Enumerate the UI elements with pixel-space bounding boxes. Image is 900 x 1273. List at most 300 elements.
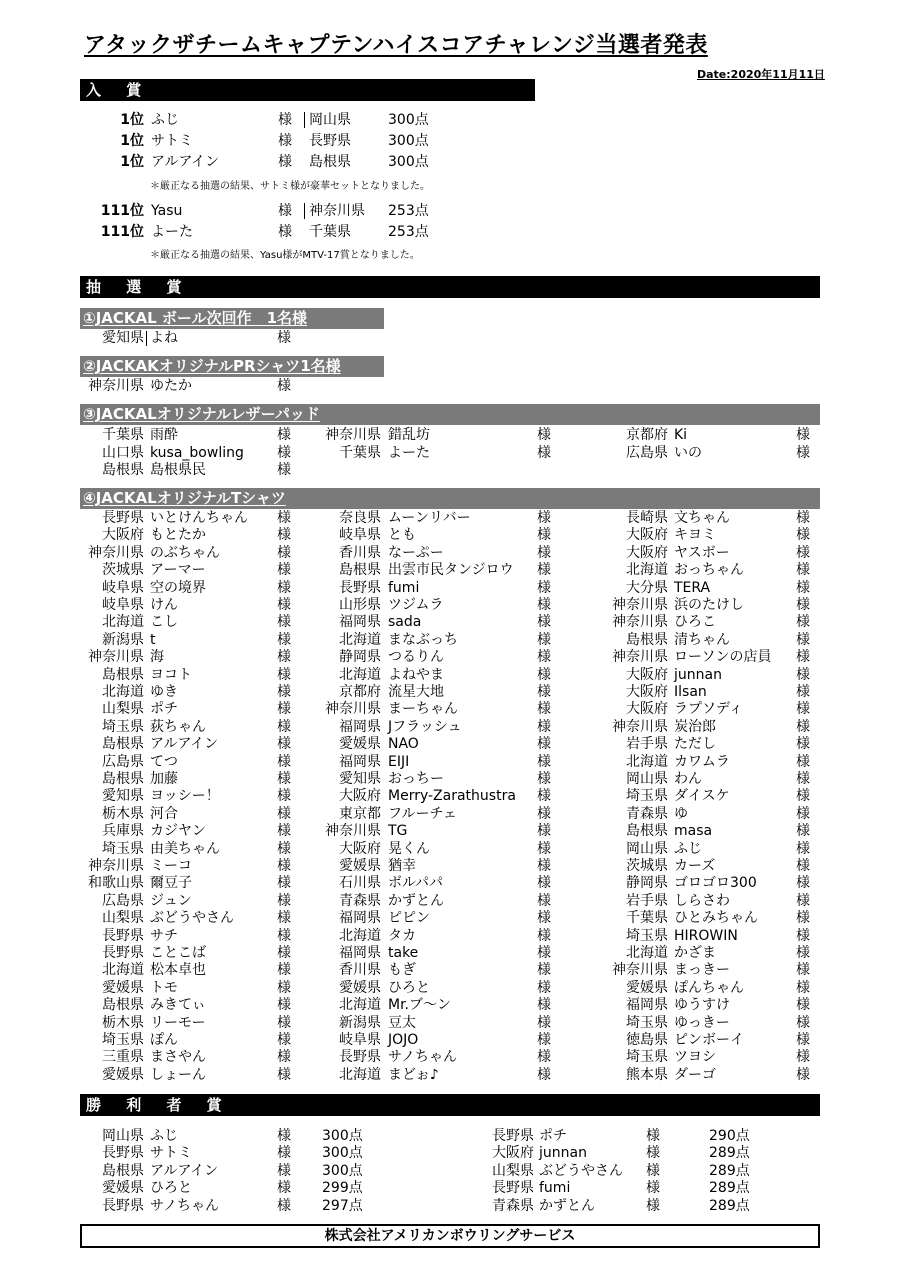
winner-name: 浜のたけし bbox=[674, 597, 744, 613]
winner-honorific: 様 bbox=[537, 684, 551, 700]
winner-honorific: 様 bbox=[277, 631, 291, 648]
winner-honorific: 様 bbox=[537, 823, 551, 840]
winner-name: ふじ bbox=[151, 112, 179, 128]
winner-name: 文ちゃん bbox=[674, 510, 730, 526]
rank-label: 1位 bbox=[120, 154, 144, 170]
winner-honorific: 様 bbox=[277, 805, 291, 822]
winner-honorific: 様 bbox=[277, 840, 291, 857]
winner-pref: 東京都 bbox=[339, 805, 381, 822]
winner-name: ピンボーイ bbox=[674, 1032, 744, 1048]
winner-honorific: 様 bbox=[537, 527, 551, 544]
winner-honorific: 様 bbox=[537, 753, 551, 770]
winner-name: ヨッシー！ bbox=[150, 788, 220, 805]
winner-name: トモ bbox=[150, 979, 178, 996]
winner-honorific: 様 bbox=[277, 614, 291, 631]
winner-pref: 埼玉県 bbox=[102, 1032, 144, 1048]
winner-pref: 島根県 bbox=[102, 462, 144, 479]
winner-honorific: 様 bbox=[796, 771, 810, 787]
winner-pref: 長野県 bbox=[309, 133, 351, 149]
winner-name: 加藤 bbox=[150, 771, 178, 787]
nyusho-note-1: ＊厳正なる抽選の結果、サトミ様が豪華セットとなりました。 bbox=[150, 181, 430, 192]
divider bbox=[146, 331, 147, 346]
winner-name: ぽん bbox=[150, 1032, 178, 1048]
winner-pref: 香川県 bbox=[339, 544, 381, 561]
winner-honorific: 様 bbox=[277, 753, 291, 770]
winner-pref: 神奈川県 bbox=[612, 597, 668, 613]
winner-pref: 長野県 bbox=[339, 1049, 381, 1066]
winner-honorific: 様 bbox=[537, 788, 551, 805]
winner-name: フルーチェ bbox=[388, 805, 458, 822]
winner-pref: 福岡県 bbox=[339, 753, 381, 770]
winner-name: ゴロゴロ300 bbox=[674, 875, 757, 892]
winner-score: 289点 bbox=[709, 1197, 750, 1214]
winner-name: サノちゃん bbox=[150, 1197, 220, 1214]
winner-pref: 福岡県 bbox=[626, 997, 668, 1014]
winner-name: てつ bbox=[150, 753, 178, 770]
winner-honorific: 様 bbox=[796, 597, 810, 613]
section-header-nyusho: 入 賞 bbox=[80, 79, 535, 101]
winner-name: ジュン bbox=[150, 892, 192, 909]
winner-pref: 山口県 bbox=[102, 444, 144, 461]
winner-score: 290点 bbox=[709, 1128, 750, 1144]
winner-name: HIROWIN bbox=[674, 927, 738, 944]
winner-pref: 福岡県 bbox=[339, 945, 381, 961]
winner-honorific: 様 bbox=[537, 631, 551, 648]
winner-honorific: 様 bbox=[277, 597, 291, 613]
company-footer: 株式会社アメリカンボウリングサービス bbox=[80, 1224, 820, 1248]
winner-name: 由美ちゃん bbox=[150, 840, 220, 857]
winner-name: 雨酔 bbox=[150, 427, 178, 443]
winner-honorific: 様 bbox=[796, 910, 810, 927]
winner-pref: 北海道 bbox=[339, 997, 381, 1014]
winner-name: 松本卓也 bbox=[150, 962, 206, 979]
winner-pref: 神奈川県 bbox=[612, 649, 668, 666]
winner-name: ゆき bbox=[150, 684, 178, 700]
winner-pref: 島根県 bbox=[626, 823, 668, 840]
divider bbox=[304, 112, 305, 128]
winner-pref: 埼玉県 bbox=[102, 840, 144, 857]
winner-pref: 熊本県 bbox=[626, 1066, 668, 1083]
winner-honorific: 様 bbox=[277, 979, 291, 996]
winner-name: サトミ bbox=[151, 133, 193, 149]
winner-honorific: 様 bbox=[537, 579, 551, 596]
winner-honorific: 様 bbox=[277, 666, 291, 683]
winner-honorific: 様 bbox=[796, 510, 810, 526]
winner-honorific: 様 bbox=[277, 330, 291, 346]
winner-name: とも bbox=[388, 527, 416, 544]
winner-honorific: 様 bbox=[796, 579, 810, 596]
winner-pref: 青森県 bbox=[339, 892, 381, 909]
winner-name: ことこば bbox=[150, 945, 206, 961]
winner-honorific: 様 bbox=[796, 544, 810, 561]
winner-name: まなぶっち bbox=[388, 631, 458, 648]
winner-honorific: 様 bbox=[277, 444, 291, 461]
winner-pref: 千葉県 bbox=[102, 427, 144, 443]
winner-honorific: 様 bbox=[796, 1066, 810, 1083]
winner-honorific: 様 bbox=[796, 1032, 810, 1048]
winner-name: ひろこ bbox=[674, 614, 716, 631]
winner-honorific: 様 bbox=[537, 805, 551, 822]
winner-name: ポチ bbox=[539, 1128, 567, 1144]
winner-name: TERA bbox=[674, 579, 711, 596]
winner-name: まどぉ♪ bbox=[388, 1066, 439, 1083]
winner-honorific: 様 bbox=[277, 858, 291, 874]
winner-name: ゆ bbox=[674, 805, 688, 822]
winner-honorific: 様 bbox=[796, 666, 810, 683]
winner-pref: 広島県 bbox=[626, 444, 668, 461]
winner-pref: 愛媛県 bbox=[339, 979, 381, 996]
winner-name: TG bbox=[388, 823, 408, 840]
winner-honorific: 様 bbox=[796, 649, 810, 666]
winner-honorific: 様 bbox=[796, 444, 810, 461]
winner-honorific: 様 bbox=[277, 701, 291, 718]
winner-honorific: 様 bbox=[277, 649, 291, 666]
winner-name: アルアイン bbox=[150, 736, 219, 753]
winner-name: ぽんちゃん bbox=[674, 979, 744, 996]
winner-pref: 埼玉県 bbox=[102, 718, 144, 735]
winner-name: かざま bbox=[674, 945, 716, 961]
winner-pref: 神奈川県 bbox=[88, 858, 144, 874]
winner-pref: 北海道 bbox=[102, 962, 144, 979]
winner-score: 253点 bbox=[388, 224, 429, 240]
winner-name: わん bbox=[674, 771, 702, 787]
winner-honorific: 様 bbox=[537, 927, 551, 944]
winner-honorific: 様 bbox=[796, 979, 810, 996]
winner-pref: 神奈川県 bbox=[325, 823, 381, 840]
winner-pref: 島根県 bbox=[309, 154, 351, 170]
winner-name: Ki bbox=[674, 427, 688, 443]
winner-honorific: 様 bbox=[277, 544, 291, 561]
winner-honorific: 様 bbox=[796, 927, 810, 944]
winner-pref: 愛媛県 bbox=[102, 1066, 144, 1083]
winner-pref: 香川県 bbox=[339, 962, 381, 979]
winner-honorific: 様 bbox=[796, 1014, 810, 1031]
winner-honorific: 様 bbox=[537, 858, 551, 874]
winner-honorific: 様 bbox=[277, 771, 291, 787]
rank-label: 1位 bbox=[120, 112, 144, 128]
winner-pref: 千葉県 bbox=[309, 224, 351, 240]
winner-honorific: 様 bbox=[277, 1145, 291, 1162]
winner-pref: 長野県 bbox=[102, 927, 144, 944]
winner-name: ただし bbox=[674, 736, 716, 753]
winner-name: 晃くん bbox=[388, 840, 430, 857]
winner-name: ひとみちゃん bbox=[674, 910, 758, 927]
winner-pref: 福岡県 bbox=[339, 910, 381, 927]
winner-pref: 長野県 bbox=[102, 510, 144, 526]
winner-pref: 岡山県 bbox=[102, 1128, 144, 1144]
winner-pref: 京都府 bbox=[626, 427, 668, 443]
winner-honorific: 様 bbox=[796, 823, 810, 840]
winner-pref: 愛媛県 bbox=[339, 736, 381, 753]
winner-honorific: 様 bbox=[796, 614, 810, 631]
winner-honorific: 様 bbox=[277, 1128, 291, 1144]
winner-name: t bbox=[150, 631, 156, 648]
winner-honorific: 様 bbox=[277, 1066, 291, 1083]
winner-name: 海 bbox=[150, 649, 164, 666]
winner-pref: 大阪府 bbox=[339, 840, 381, 857]
winner-name: つるりん bbox=[388, 649, 444, 666]
winner-pref: 石川県 bbox=[339, 875, 381, 892]
winner-honorific: 様 bbox=[796, 945, 810, 961]
winner-name: カジヤン bbox=[150, 823, 206, 840]
winner-score: 289点 bbox=[709, 1162, 750, 1179]
winner-pref: 山梨県 bbox=[102, 701, 144, 718]
winner-honorific: 様 bbox=[537, 962, 551, 979]
winner-name: Yasu bbox=[151, 203, 183, 219]
winner-name: 出雲市民タンジロウ bbox=[388, 562, 514, 579]
winner-name: まーちゃん bbox=[388, 701, 458, 718]
winner-honorific: 様 bbox=[277, 945, 291, 961]
winner-pref: 大阪府 bbox=[492, 1145, 534, 1162]
winner-pref: 埼玉県 bbox=[626, 927, 668, 944]
winner-score: 299点 bbox=[322, 1180, 363, 1197]
winner-name: ぶどうやさん bbox=[150, 910, 234, 927]
winner-name: ゆっきー bbox=[674, 1014, 730, 1031]
winner-name: もとたか bbox=[150, 527, 206, 544]
winner-name: junnan bbox=[674, 666, 722, 683]
winner-name: kusa_bowling bbox=[150, 444, 244, 461]
winner-name: まっきー bbox=[674, 962, 730, 979]
winner-name: ボルパパ bbox=[388, 875, 444, 892]
winner-name: EIJI bbox=[388, 753, 410, 770]
winner-name: ダーゴ bbox=[674, 1066, 716, 1083]
rank-label: 1位 bbox=[120, 133, 144, 149]
prize4-header: ④JACKALオリジナルTシャツ bbox=[80, 488, 820, 509]
winner-name: fumi bbox=[539, 1180, 571, 1197]
winner-pref: 神奈川県 bbox=[88, 378, 144, 394]
winner-honorific: 様 bbox=[537, 910, 551, 927]
winner-name: カワムラ bbox=[674, 753, 730, 770]
winner-pref: 愛媛県 bbox=[102, 1180, 144, 1197]
winner-pref: 愛媛県 bbox=[102, 979, 144, 996]
winner-pref: 福岡県 bbox=[339, 718, 381, 735]
winner-pref: 広島県 bbox=[102, 753, 144, 770]
winner-honorific: 様 bbox=[796, 962, 810, 979]
winner-pref: 大阪府 bbox=[626, 701, 668, 718]
winner-pref: 神奈川県 bbox=[612, 962, 668, 979]
winner-honorific: 様 bbox=[537, 614, 551, 631]
section-header-shori: 勝 利 者 賞 bbox=[80, 1094, 820, 1116]
winner-pref: 青森県 bbox=[626, 805, 668, 822]
winner-pref: 福岡県 bbox=[339, 614, 381, 631]
winner-honorific: 様 bbox=[537, 736, 551, 753]
winner-pref: 新潟県 bbox=[102, 631, 144, 648]
nyusho-note-2: ＊厳正なる抽選の結果、Yasu様がMTV-17賞となりました。 bbox=[150, 250, 420, 261]
winner-honorific: 様 bbox=[796, 788, 810, 805]
winner-name: ぶどうやさん bbox=[539, 1162, 623, 1179]
winner-name: なーぷー bbox=[388, 544, 444, 561]
winner-name: サノちゃん bbox=[388, 1049, 458, 1066]
rank-label: 111位 bbox=[100, 203, 144, 219]
winner-honorific: 様 bbox=[537, 1049, 551, 1066]
winner-pref: 北海道 bbox=[626, 562, 668, 579]
winner-name: ひろと bbox=[388, 979, 430, 996]
winner-name: みきてぃ bbox=[150, 997, 206, 1014]
winner-honorific: 様 bbox=[796, 562, 810, 579]
winner-honorific: 様 bbox=[277, 1049, 291, 1066]
winner-name: 島根県民 bbox=[150, 462, 206, 479]
winner-name: よーた bbox=[388, 444, 430, 461]
winner-honorific: 様 bbox=[537, 1066, 551, 1083]
winner-name: 清ちゃん bbox=[674, 631, 730, 648]
winner-honorific: 様 bbox=[537, 840, 551, 857]
winner-pref: 三重県 bbox=[102, 1049, 144, 1066]
winner-pref: 島根県 bbox=[626, 631, 668, 648]
winner-honorific: 様 bbox=[646, 1162, 660, 1179]
winner-pref: 長野県 bbox=[492, 1128, 534, 1144]
rank-label: 111位 bbox=[100, 224, 144, 240]
winner-honorific: 様 bbox=[537, 666, 551, 683]
winner-name: 炭治郎 bbox=[674, 718, 716, 735]
winner-pref: 神奈川県 bbox=[88, 649, 144, 666]
winner-pref: 神奈川県 bbox=[612, 718, 668, 735]
winner-name: カーズ bbox=[674, 858, 716, 874]
winner-name: ダイスケ bbox=[674, 788, 730, 805]
winner-pref: 北海道 bbox=[626, 945, 668, 961]
winner-pref: 新潟県 bbox=[339, 1014, 381, 1031]
winner-honorific: 様 bbox=[278, 224, 292, 240]
winner-name: 荻ちゃん bbox=[150, 718, 206, 735]
winner-honorific: 様 bbox=[537, 562, 551, 579]
winner-honorific: 様 bbox=[646, 1197, 660, 1214]
winner-honorific: 様 bbox=[796, 875, 810, 892]
winner-honorific: 様 bbox=[537, 1032, 551, 1048]
winner-pref: 北海道 bbox=[339, 927, 381, 944]
winner-pref: 静岡県 bbox=[626, 875, 668, 892]
winner-pref: 千葉県 bbox=[626, 910, 668, 927]
winner-name: JOJO bbox=[388, 1032, 419, 1048]
winner-name: おっちゃん bbox=[674, 562, 744, 579]
winner-pref: 島根県 bbox=[102, 736, 144, 753]
winner-honorific: 様 bbox=[537, 544, 551, 561]
winner-honorific: 様 bbox=[796, 427, 810, 443]
winner-name: かずとん bbox=[539, 1197, 595, 1214]
winner-score: 300点 bbox=[388, 112, 429, 128]
winner-pref: 島根県 bbox=[102, 1162, 144, 1179]
winner-pref: 岐阜県 bbox=[102, 597, 144, 613]
winner-pref: 北海道 bbox=[339, 1066, 381, 1083]
winner-pref: 北海道 bbox=[102, 684, 144, 700]
winner-name: よーた bbox=[151, 224, 193, 240]
winner-honorific: 様 bbox=[277, 1180, 291, 1197]
winner-pref: 愛知県 bbox=[102, 330, 144, 346]
winner-pref: 青森県 bbox=[492, 1197, 534, 1214]
winner-honorific: 様 bbox=[277, 1014, 291, 1031]
winner-name: NAO bbox=[388, 736, 419, 753]
winner-pref: 山梨県 bbox=[102, 910, 144, 927]
winner-name: しょーん bbox=[150, 1066, 206, 1083]
winner-honorific: 様 bbox=[278, 203, 292, 219]
winner-name: 猶幸 bbox=[388, 858, 416, 874]
winner-pref: 栃木県 bbox=[102, 1014, 144, 1031]
winner-pref: 神奈川県 bbox=[88, 544, 144, 561]
winner-pref: 長崎県 bbox=[626, 510, 668, 526]
winner-pref: 大阪府 bbox=[626, 684, 668, 700]
winner-pref: 岐阜県 bbox=[339, 527, 381, 544]
winner-name: 豆太 bbox=[388, 1014, 416, 1031]
winner-name: 爾豆子 bbox=[150, 875, 192, 892]
winner-honorific: 様 bbox=[277, 1032, 291, 1048]
winner-name: 河合 bbox=[150, 805, 178, 822]
winner-honorific: 様 bbox=[277, 875, 291, 892]
winner-pref: 埼玉県 bbox=[626, 1049, 668, 1066]
winner-pref: 愛知県 bbox=[102, 788, 144, 805]
winner-pref: 山梨県 bbox=[492, 1162, 534, 1179]
winner-honorific: 様 bbox=[796, 1049, 810, 1066]
winner-honorific: 様 bbox=[277, 427, 291, 443]
winner-honorific: 様 bbox=[278, 154, 292, 170]
winner-name: ツジムラ bbox=[388, 597, 444, 613]
section-header-chusen: 抽 選 賞 bbox=[80, 276, 820, 298]
winner-name: ふじ bbox=[150, 1128, 178, 1144]
winner-pref: 島根県 bbox=[102, 997, 144, 1014]
winner-pref: 大阪府 bbox=[339, 788, 381, 805]
winner-name: かずとん bbox=[388, 892, 444, 909]
winner-score: 253点 bbox=[388, 203, 429, 219]
winner-honorific: 様 bbox=[537, 718, 551, 735]
winner-name: ふじ bbox=[674, 840, 702, 857]
winner-pref: 北海道 bbox=[339, 631, 381, 648]
winner-honorific: 様 bbox=[277, 378, 291, 394]
winner-pref: 栃木県 bbox=[102, 805, 144, 822]
winner-name: けん bbox=[150, 597, 178, 613]
winner-pref: 和歌山県 bbox=[88, 875, 144, 892]
winner-honorific: 様 bbox=[277, 1197, 291, 1214]
winner-name: こし bbox=[150, 614, 178, 631]
winner-name: いとけんちゃん bbox=[150, 510, 248, 526]
winner-score: 289点 bbox=[709, 1180, 750, 1197]
winner-name: アルアイン bbox=[151, 154, 220, 170]
winner-honorific: 様 bbox=[278, 133, 292, 149]
winner-honorific: 様 bbox=[537, 427, 551, 443]
winner-honorific: 様 bbox=[796, 736, 810, 753]
winner-name: 流星大地 bbox=[388, 684, 444, 700]
winner-name: いの bbox=[674, 444, 702, 461]
winner-name: masa bbox=[674, 823, 713, 840]
winner-pref: 岐阜県 bbox=[102, 579, 144, 596]
winner-score: 289点 bbox=[709, 1145, 750, 1162]
winner-pref: 岡山県 bbox=[626, 840, 668, 857]
winner-name: 錯乱坊 bbox=[388, 427, 430, 443]
winner-score: 300点 bbox=[388, 154, 429, 170]
winner-honorific: 様 bbox=[796, 631, 810, 648]
winner-score: 300点 bbox=[322, 1128, 363, 1144]
winner-honorific: 様 bbox=[277, 736, 291, 753]
winner-name: junnan bbox=[539, 1145, 587, 1162]
winner-honorific: 様 bbox=[277, 462, 291, 479]
winner-honorific: 様 bbox=[646, 1180, 660, 1197]
winner-honorific: 様 bbox=[277, 684, 291, 700]
winner-pref: 北海道 bbox=[339, 666, 381, 683]
winner-honorific: 様 bbox=[277, 510, 291, 526]
winner-name: ローソンの店員 bbox=[674, 649, 772, 666]
winner-pref: 岩手県 bbox=[626, 892, 668, 909]
winner-honorific: 様 bbox=[796, 753, 810, 770]
winner-honorific: 様 bbox=[796, 527, 810, 544]
winner-pref: 長野県 bbox=[102, 1145, 144, 1162]
winner-pref: 岡山県 bbox=[626, 771, 668, 787]
winner-pref: 神奈川県 bbox=[325, 427, 381, 443]
winner-name: ツヨシ bbox=[674, 1049, 716, 1066]
winner-score: 300点 bbox=[388, 133, 429, 149]
winner-name: サチ bbox=[150, 927, 178, 944]
winner-honorific: 様 bbox=[277, 579, 291, 596]
winner-pref: 大阪府 bbox=[626, 527, 668, 544]
winner-name: サトミ bbox=[150, 1145, 192, 1162]
divider bbox=[304, 203, 305, 219]
winner-name: fumi bbox=[388, 579, 420, 596]
winner-honorific: 様 bbox=[277, 1162, 291, 1179]
